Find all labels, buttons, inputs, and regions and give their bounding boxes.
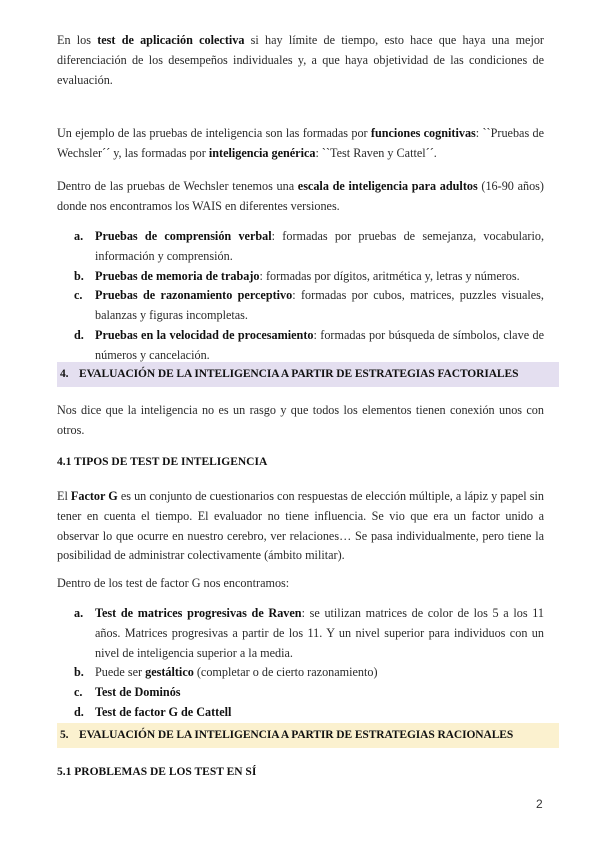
item-1-run-1: gestáltico (145, 665, 194, 680)
section-5-number: 5. (60, 729, 69, 741)
list-marker: b. (74, 665, 84, 680)
text-run-4: : ``Test Raven y Cattel´´. (315, 145, 437, 160)
list-marker: d. (74, 704, 84, 719)
wechsler-tests-list (57, 227, 544, 365)
list-item (57, 286, 544, 326)
paragraph-ejemplo-pruebas (57, 124, 544, 164)
section-4-title: EVALUACIÓN DE LA INTELIGENCIA A PARTIR DE ESTRATEGIAS FACTORIALES (79, 368, 519, 380)
section-4-heading (57, 362, 559, 387)
text-run-2: si hay límite de tiempo, esto hace que haya una mejor diferenciación de los desempeños individuales y, a que haya objetividad de las condiciones de evaluación. (57, 33, 544, 87)
section-4-number: 4. (60, 368, 69, 380)
item-1-run-2: (completar o de cierto razonamiento) (193, 665, 378, 680)
text-run-2: (16-90 años) donde nos encontramos los WAIS en diferentes versiones. (57, 179, 544, 213)
list-marker: a. (74, 229, 84, 243)
text-run-2: : ``Pruebas de Wechsler´´ y, las formadas por (57, 126, 545, 160)
item-3-run-1: : formadas por búsqueda de símbolos, clave de números y cancelación. (95, 327, 544, 362)
item-3-run-0: Pruebas en la velocidad de procesamiento (95, 327, 314, 342)
text-run-1: funciones cognitivas (370, 126, 476, 140)
text-run-0: Nos dice que la inteligencia no es un rasgo y que todos los elementos tienen conexión unos con otros. (57, 403, 544, 437)
item-1-run-0: Puede ser (95, 665, 146, 680)
list-marker: b. (74, 268, 84, 283)
list-marker: a. (74, 606, 84, 620)
text-run-0: En los (57, 33, 98, 47)
list-item (57, 703, 544, 723)
item-0-run-1: : se utilizan matrices de color de los 5 a los 11 años. Matrices progresivas a partir de los 11. Y un nivel superior para individuos con un nivel de inteligencia superior a la media. (95, 606, 544, 660)
text-run-0: Dentro de los test de factor G nos encontramos: (57, 576, 290, 590)
text-run-0: El (57, 489, 71, 503)
subsection-5-1-title: 5.1 PROBLEMAS DE LOS TEST EN SÍ (57, 766, 257, 778)
text-run-3: inteligencia genérica (208, 145, 316, 160)
item-2-run-1: : formadas por cubos, matrices, puzzles visuales, balanzas y figuras incompletas. (95, 288, 544, 323)
paragraph-inteligencia-conexion (57, 401, 544, 441)
text-run-1: test de aplicación colectiva (97, 33, 245, 47)
list-marker: c. (74, 288, 83, 303)
page-number: 2 (536, 797, 543, 811)
text-run-2: es un conjunto de cuestionarios con respuestas de elección múltiple, a lápiz y papel sin tener en cuenta el tiempo. El evaluador no tiene influencia. Se vio que era un factor unido a observar lo que ocurre en nuestro cerebro, ver relaciones… Se pasa individualmente, pero tiene la posibilidad de administrar colectivamente (ámbito militar). (57, 489, 544, 563)
list-item (57, 683, 544, 703)
section-5-heading (57, 723, 559, 748)
item-2-run-0: Test de Dominós (95, 685, 181, 700)
list-marker: c. (74, 685, 83, 700)
text-run-1: escala de inteligencia para adultos (297, 179, 478, 193)
list-item (57, 663, 544, 683)
list-item (57, 227, 544, 267)
list-item (57, 326, 544, 366)
text-run-0: Un ejemplo de las pruebas de inteligencia son las formadas por (57, 126, 371, 140)
paragraph-wechsler-wais (57, 177, 544, 217)
list-marker: d. (74, 327, 84, 342)
text-run-1: Factor G (70, 489, 118, 503)
paragraph-test-colectiva (57, 31, 544, 90)
paragraph-factor-g (57, 487, 544, 566)
item-0-run-1: : formadas por pruebas de semejanza, vocabulario, información y comprensión. (95, 229, 544, 263)
paragraph-dentro-factor-g (57, 574, 544, 594)
list-item (57, 604, 544, 663)
item-0-run-0: Pruebas de comprensión verbal (95, 229, 272, 243)
item-0-run-0: Test de matrices progresivas de Raven (95, 606, 302, 620)
list-item (57, 267, 544, 287)
item-3-run-0: Test de factor G de Cattell (95, 704, 232, 719)
subsection-4-1-title: 4.1 TIPOS DE TEST DE INTELIGENCIA (57, 456, 268, 468)
factor-g-tests-list (57, 604, 544, 723)
text-run-0: Dentro de las pruebas de Wechsler tenemos una (57, 179, 298, 193)
item-1-run-1: : formadas por dígitos, aritmética y, letras y números. (259, 268, 520, 283)
section-5-title: EVALUACIÓN DE LA INTELIGENCIA A PARTIR DE ESTRATEGIAS RACIONALES (79, 729, 514, 741)
item-2-run-0: Pruebas de razonamiento perceptivo (95, 288, 293, 303)
item-1-run-0: Pruebas de memoria de trabajo (95, 268, 260, 283)
